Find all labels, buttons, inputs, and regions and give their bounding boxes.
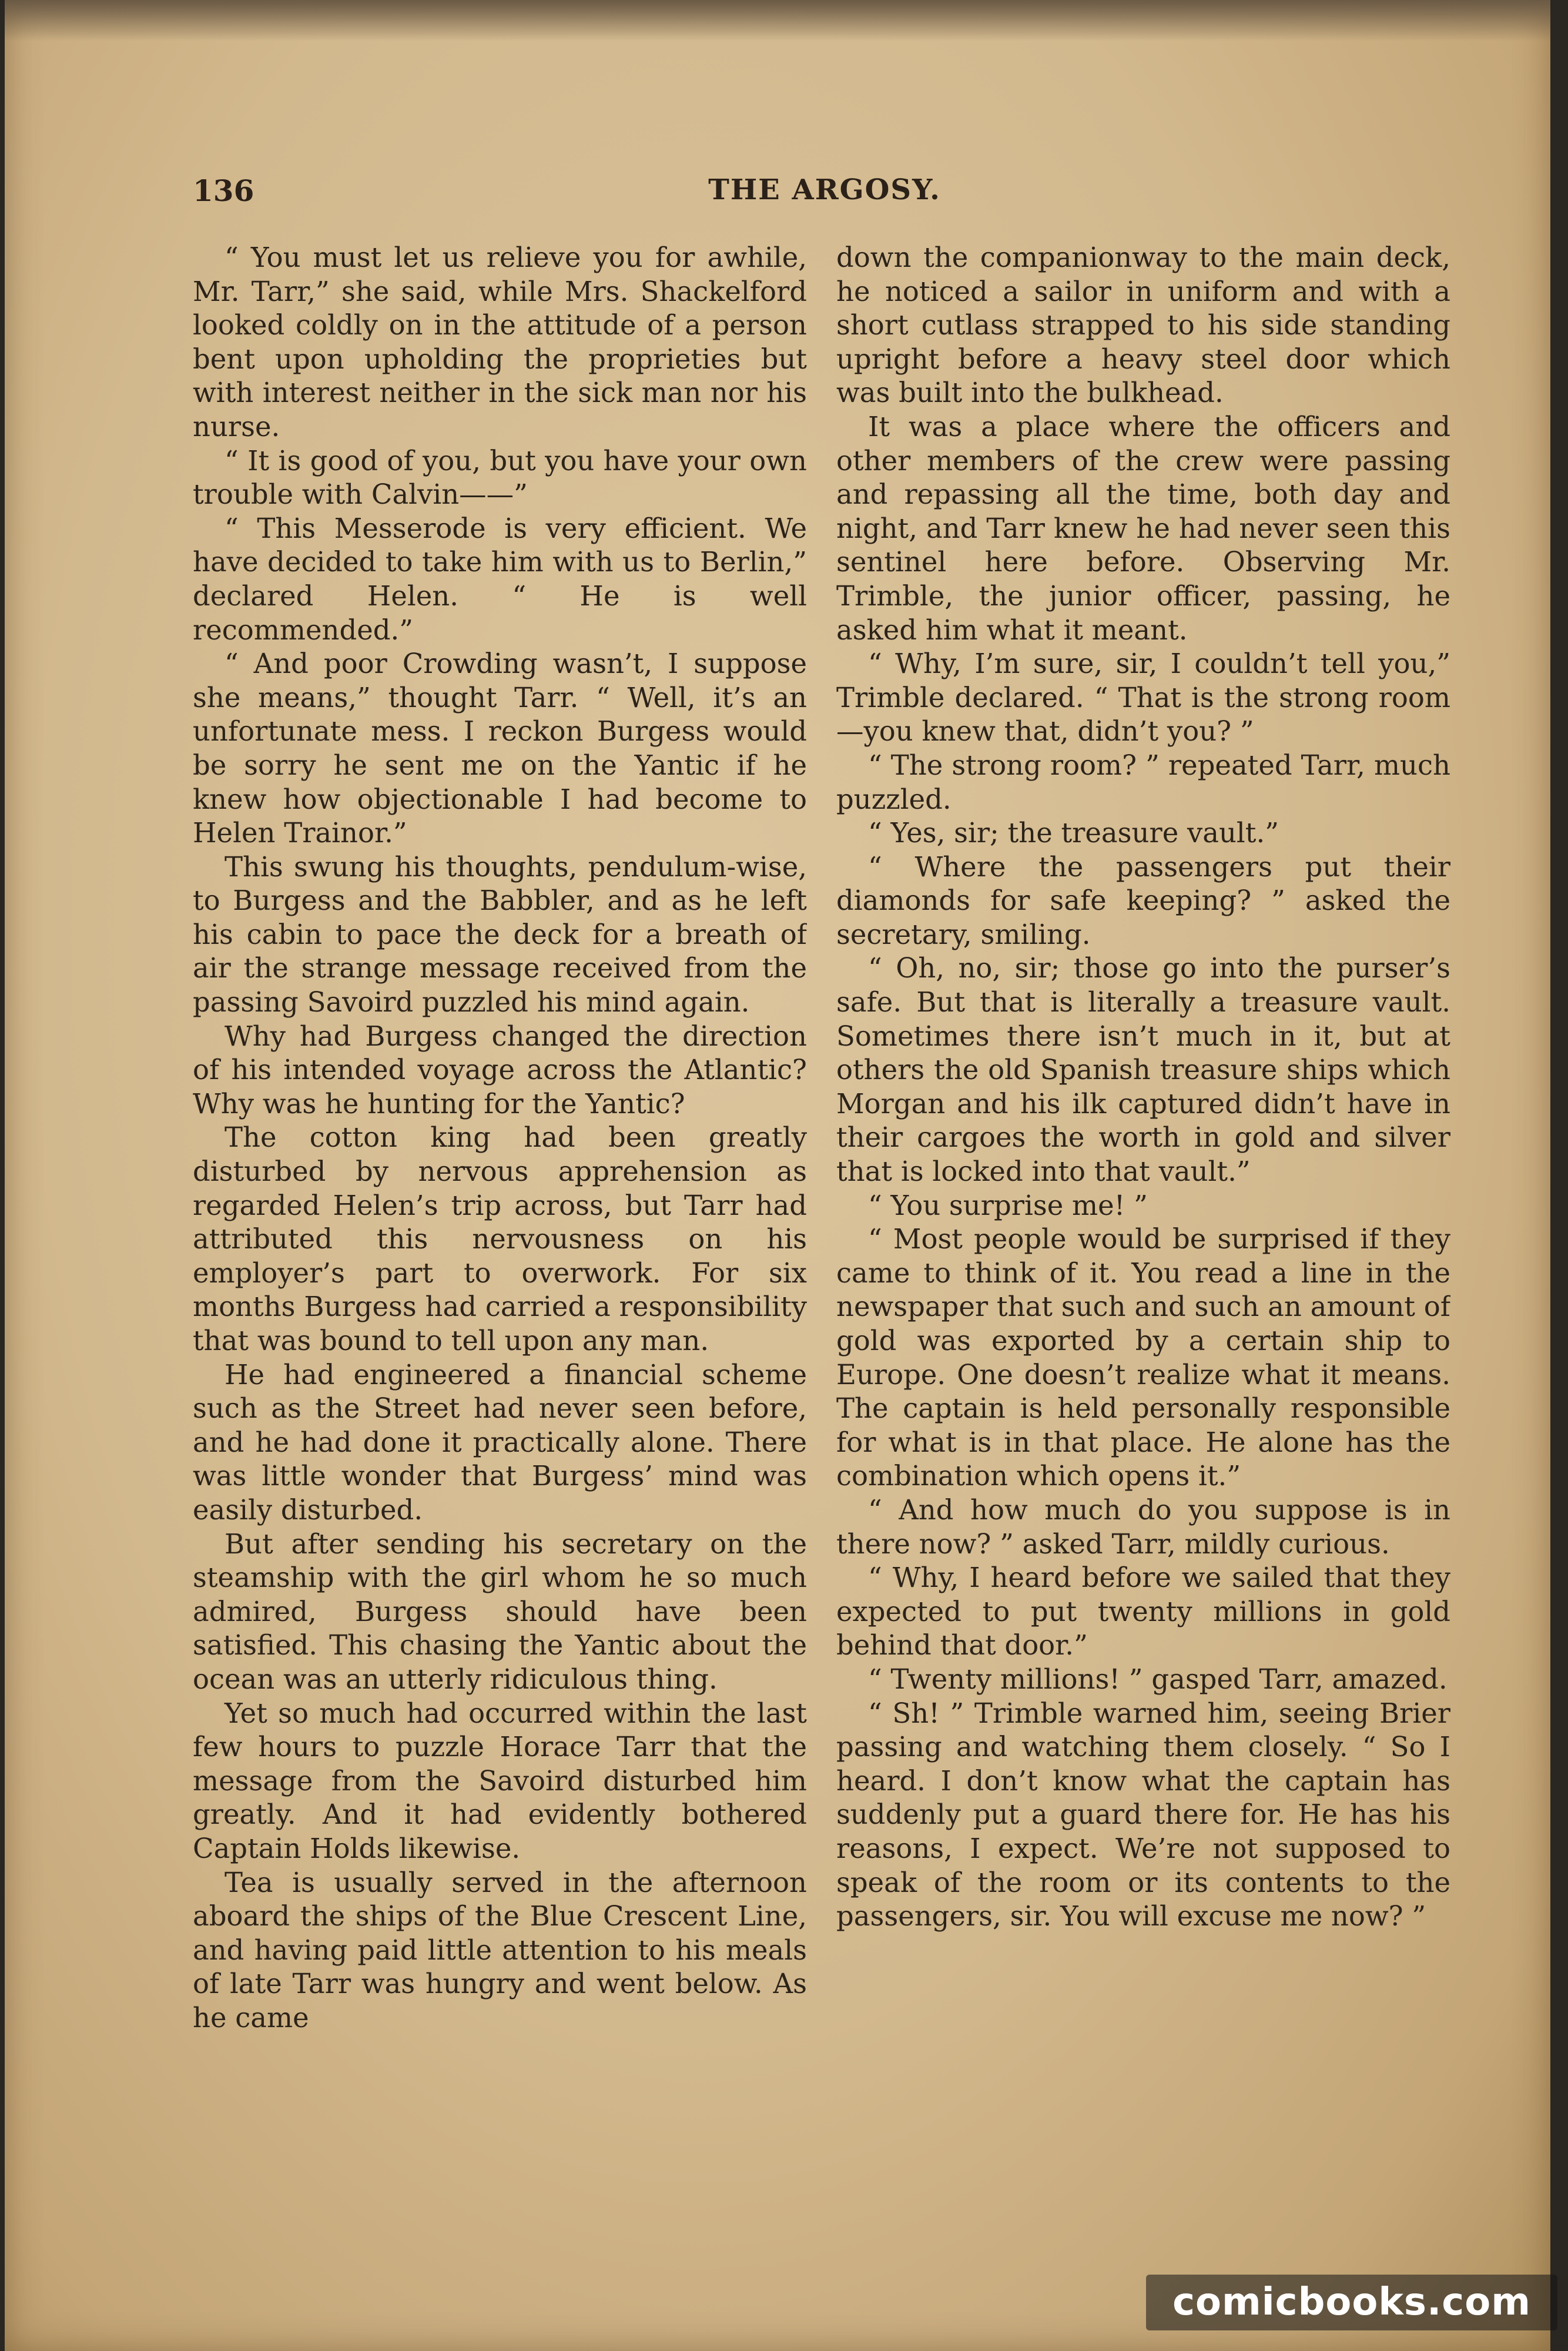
watermark: comicbooks.com bbox=[1146, 2275, 1557, 2330]
paragraph: “ You surprise me! ” bbox=[868, 1189, 1148, 1221]
right-column bbox=[836, 241, 1450, 2175]
left-column bbox=[193, 241, 807, 2175]
paragraph: “ Most people would be surprised if they came to think of it. You read a line in the newspaper that such and such an amount of gold was exported by a certain ship to Europe. One doesn’t realize what it means. The captain is held personally responsible for what is in that place. He alone has the combination which opens it.” bbox=[836, 1223, 1450, 1492]
paragraph: “ And how much do you suppose is in there now? ” asked Tarr, mildly curious. bbox=[836, 1493, 1450, 1560]
paragraph: “ Where the passengers put their diamonds for safe keeping? ” asked the secretary, smiling. bbox=[836, 850, 1450, 950]
paragraph: “ Yes, sir; the treasure vault.” bbox=[868, 817, 1279, 849]
paragraph: But after sending his secretary on the steamship with the girl whom he so much admired, Burgess should have been satisfied. This chasing the Yantic about the ocean was an utterly ridiculous thing. bbox=[193, 1528, 807, 1695]
paragraph: “ It is good of you, but you have your own trouble with Calvin——” bbox=[193, 444, 807, 511]
running-title: THE ARGOSY. bbox=[708, 173, 941, 206]
paragraph: This swung his thoughts, pendulum-wise, to Burgess and the Babbler, and as he left his cabin to pace the deck for a breath of air the strange message received from the passing Savoird puzzled his mind again. bbox=[193, 850, 807, 1019]
paragraph: Yet so much had occurred within the last few hours to puzzle Horace Tarr that the message from the Savoird disturbed him greatly. And it had evidently bothered Captain Holds likewise. bbox=[193, 1697, 807, 1864]
paragraph-continuation: down the companionway to the main deck, he noticed a sailor in uniform and with a short cutlass strapped to his side standing upright before a heavy steel door which was built into the bulkhead. bbox=[836, 242, 1450, 409]
paragraph: “ Twenty millions! ” gasped Tarr, amazed. bbox=[868, 1663, 1448, 1695]
paragraph: “ You must let us relieve you for awhile, Mr. Tarr,” she said, while Mrs. Shackelford looked coldly on in the attitude of a person bent upon upholding the proprieties but with interest neither in the sick man nor his nurse. bbox=[193, 242, 807, 443]
magazine-page bbox=[5, 0, 1550, 2351]
paragraph: The cotton king had been greatly disturbed by nervous apprehension as regarded Helen’s trip across, but Tarr had attributed this nervousness on his employer’s part to overwork. For six months Burgess had carried a responsibility that was bound to tell upon any man. bbox=[193, 1121, 807, 1357]
page-top-edge bbox=[5, 0, 1550, 41]
paragraph: “ Why, I’m sure, sir, I couldn’t tell you,” Trimble declared. “ That is the strong room—you knew that, didn’t you? ” bbox=[836, 648, 1450, 748]
paragraph: “ This Messerode is very efficient. We have decided to take him with us to Berlin,” declared Helen. “ He is well recommended.” bbox=[193, 512, 807, 646]
paragraph: “ The strong room? ” repeated Tarr, much puzzled. bbox=[836, 749, 1450, 815]
paragraph: “ Sh! ” Trimble warned him, seeing Brier passing and watching them closely. “ So I heard. I don’t know what the captain has suddenly put a guard there for. He has his reasons, I expect. We’re not supposed to speak of the room or its contents to the passengers, sir. You will excuse me now? ” bbox=[836, 1697, 1450, 1933]
page-header bbox=[193, 173, 1456, 215]
paragraph: “ And poor Crowding wasn’t, I suppose she means,” thought Tarr. “ Well, it’s an unfortunate mess. I reckon Burgess would be sorry he sent me on the Yantic if he knew how objectionable I had become to Helen Trainor.” bbox=[193, 648, 807, 849]
paragraph: He had engineered a financial scheme such as the Street had never seen before, and he had done it practically alone. There was little wonder that Burgess’ mind was easily disturbed. bbox=[193, 1358, 807, 1526]
paragraph: It was a place where the officers and other members of the crew were passing and repassing all the time, both day and night, and Tarr knew he had never seen this sentinel here before. Observing Mr. Trimble, the junior officer, passing, he asked him what it meant. bbox=[836, 410, 1450, 646]
paragraph: Tea is usually served in the afternoon aboard the ships of the Blue Crescent Line, and having paid little attention to his meals of late Tarr was hungry and went below. As he came bbox=[193, 1866, 807, 2034]
page-number: 136 bbox=[193, 173, 254, 208]
paragraph: “ Why, I heard before we sailed that they expected to put twenty millions in gold behind that door.” bbox=[836, 1562, 1450, 1662]
paragraph: “ Oh, no, sir; those go into the purser’s safe. But that is literally a treasure vault. Sometimes there isn’t much in it, but at others the old Spanish treasure ships which Morgan and his ilk captured didn’t have in their cargoes the worth in gold and silver that is locked into that vault.” bbox=[836, 952, 1450, 1188]
paragraph: Why had Burgess changed the direction of his intended voyage across the Atlantic? Why was he hunting for the Yantic? bbox=[193, 1020, 807, 1120]
